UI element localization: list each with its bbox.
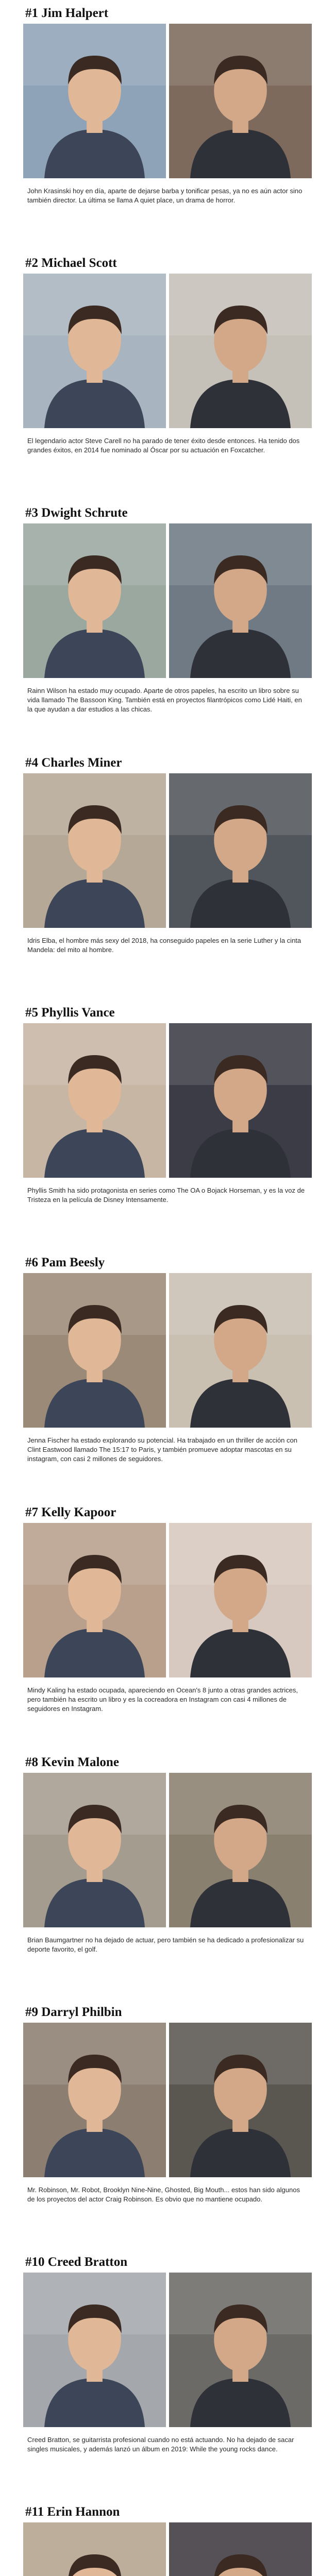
photo-now	[169, 2273, 312, 2427]
entry-description: Mr. Robinson, Mr. Robot, Brooklyn Nine-Nine, Ghosted, Big Mouth... estos han sido algunos de los proyectos del actor Craig Robinson. Es obvio que no mantiene ocupado.	[27, 2186, 300, 2203]
photo-then	[23, 274, 166, 428]
photo-pair	[23, 1773, 312, 1927]
portrait-photo	[23, 1523, 166, 1677]
portrait-photo	[169, 274, 312, 428]
character-entry	[23, 1003, 312, 1252]
photo-then	[23, 523, 166, 678]
portrait-photo	[23, 523, 166, 678]
photo-pair	[23, 2522, 312, 2576]
character-entry	[23, 2502, 312, 2576]
photo-now	[169, 274, 312, 428]
character-entry	[23, 2252, 312, 2502]
entry-title: #1 Jim Halpert	[25, 6, 109, 20]
entry-description: Rainn Wilson ha estado muy ocupado. Aparte de otros papeles, ha escrito un libro sobre su vida llamado The Bassoon King. También está en proyectos filantrópicos como Lidé Haiti, en la que ayudan a dar estudios a las chicas.	[27, 687, 302, 713]
photo-pair	[23, 523, 312, 678]
character-entry	[23, 3, 312, 253]
photo-then	[23, 1273, 166, 1428]
photo-then	[23, 1523, 166, 1677]
photo-pair	[23, 2023, 312, 2177]
photo-then	[23, 1773, 166, 1927]
entry-description: Jenna Fischer ha estado explorando su potencial. Ha trabajado en un thriller de acción con Clint Eastwood llamado The 15:17 to Paris, y también promueve adoptar mascotas en su instagram, con casi 2 millones de seguidores.	[27, 1436, 297, 1463]
photo-pair	[23, 1523, 312, 1677]
entry-description: John Krasinski hoy en día, aparte de dejarse barba y tonificar pesas, ya no es aún actor sino también director. La última se llama A quiet place, un drama de horror.	[27, 187, 303, 204]
photo-then	[23, 1023, 166, 1178]
photo-now	[169, 1023, 312, 1178]
character-entry	[23, 1752, 312, 2002]
character-entry	[23, 753, 312, 1003]
character-entry	[23, 2002, 312, 2252]
photo-then	[23, 773, 166, 928]
photo-then	[23, 2023, 166, 2177]
character-entry	[23, 503, 312, 753]
photo-pair	[23, 274, 312, 428]
portrait-photo	[23, 2522, 166, 2576]
entry-title: #8 Kevin Malone	[25, 1755, 119, 1769]
portrait-photo	[169, 523, 312, 678]
photo-now	[169, 24, 312, 178]
entry-description: Mindy Kaling ha estado ocupada, apareciendo en Ocean's 8 junto a otras grandes actrices, pero también ha escrito un libro y es la cocreadora en Instagram con casi 4 millones de seguidores en Instagram.	[27, 1686, 298, 1713]
portrait-photo	[169, 1273, 312, 1428]
entries-list	[23, 3, 312, 2576]
entry-title: #3 Dwight Schrute	[25, 506, 128, 520]
portrait-photo	[169, 2522, 312, 2576]
entry-title: #7 Kelly Kapoor	[25, 1505, 116, 1519]
photo-then	[23, 2522, 166, 2576]
portrait-photo	[23, 2023, 166, 2177]
portrait-photo	[23, 2273, 166, 2427]
photo-pair	[23, 2273, 312, 2427]
entry-title: #11 Erin Hannon	[25, 2505, 120, 2519]
portrait-photo	[169, 1773, 312, 1927]
photo-then	[23, 2273, 166, 2427]
entry-title: #6 Pam Beesly	[25, 1256, 105, 1269]
character-entry	[23, 253, 312, 503]
portrait-photo	[169, 1023, 312, 1178]
portrait-photo	[23, 1023, 166, 1178]
photo-now	[169, 2023, 312, 2177]
photo-now	[169, 523, 312, 678]
portrait-photo	[169, 2023, 312, 2177]
photo-now	[169, 773, 312, 928]
portrait-photo	[169, 773, 312, 928]
entry-title: #10 Creed Bratton	[25, 2255, 128, 2269]
portrait-photo	[169, 2273, 312, 2427]
photo-now	[169, 1773, 312, 1927]
entry-title: #5 Phyllis Vance	[25, 1006, 115, 1020]
photo-now	[169, 1273, 312, 1428]
entry-title: #9 Darryl Philbin	[25, 2005, 122, 2019]
portrait-photo	[23, 1273, 166, 1428]
photo-pair	[23, 1023, 312, 1178]
portrait-photo	[23, 274, 166, 428]
entry-description: Creed Bratton, se guitarrista profesional cuando no está actuando. No ha dejado de sacar singles musicales, y además lanzó un álbum en 2019: While the young rocks dance.	[27, 2436, 294, 2453]
photo-now	[169, 2522, 312, 2576]
photo-pair	[23, 1273, 312, 1428]
photo-pair	[23, 773, 312, 928]
portrait-photo	[23, 1773, 166, 1927]
entry-description: Brian Baumgartner no ha dejado de actuar, pero también se ha dedicado a profesionalizar su deporte favorito, el golf.	[27, 1936, 304, 1953]
character-entry	[23, 1502, 312, 1752]
entry-description: El legendario actor Steve Carell no ha parado de tener éxito desde entonces. Ha tenido dos grandes éxitos, en 2014 fue nominado al Óscar por su actuación en Foxcatcher.	[27, 437, 300, 454]
portrait-photo	[23, 773, 166, 928]
portrait-photo	[169, 24, 312, 178]
entry-description: Idris Elba, el hombre más sexy del 2018, ha conseguido papeles en la serie Luther y la cinta Mandela: del mito al hombre.	[27, 937, 301, 954]
photo-now	[169, 1523, 312, 1677]
entry-title: #4 Charles Miner	[25, 756, 122, 770]
portrait-photo	[169, 1523, 312, 1677]
entry-description: Phyllis Smith ha sido protagonista en series como The OA o Bojack Horseman, y es la voz de Tristeza en la película de Disney Intensamente.	[27, 1187, 305, 1204]
photo-pair	[23, 24, 312, 178]
photo-then	[23, 24, 166, 178]
character-entry	[23, 1252, 312, 1502]
entry-title: #2 Michael Scott	[25, 256, 117, 270]
portrait-photo	[23, 24, 166, 178]
